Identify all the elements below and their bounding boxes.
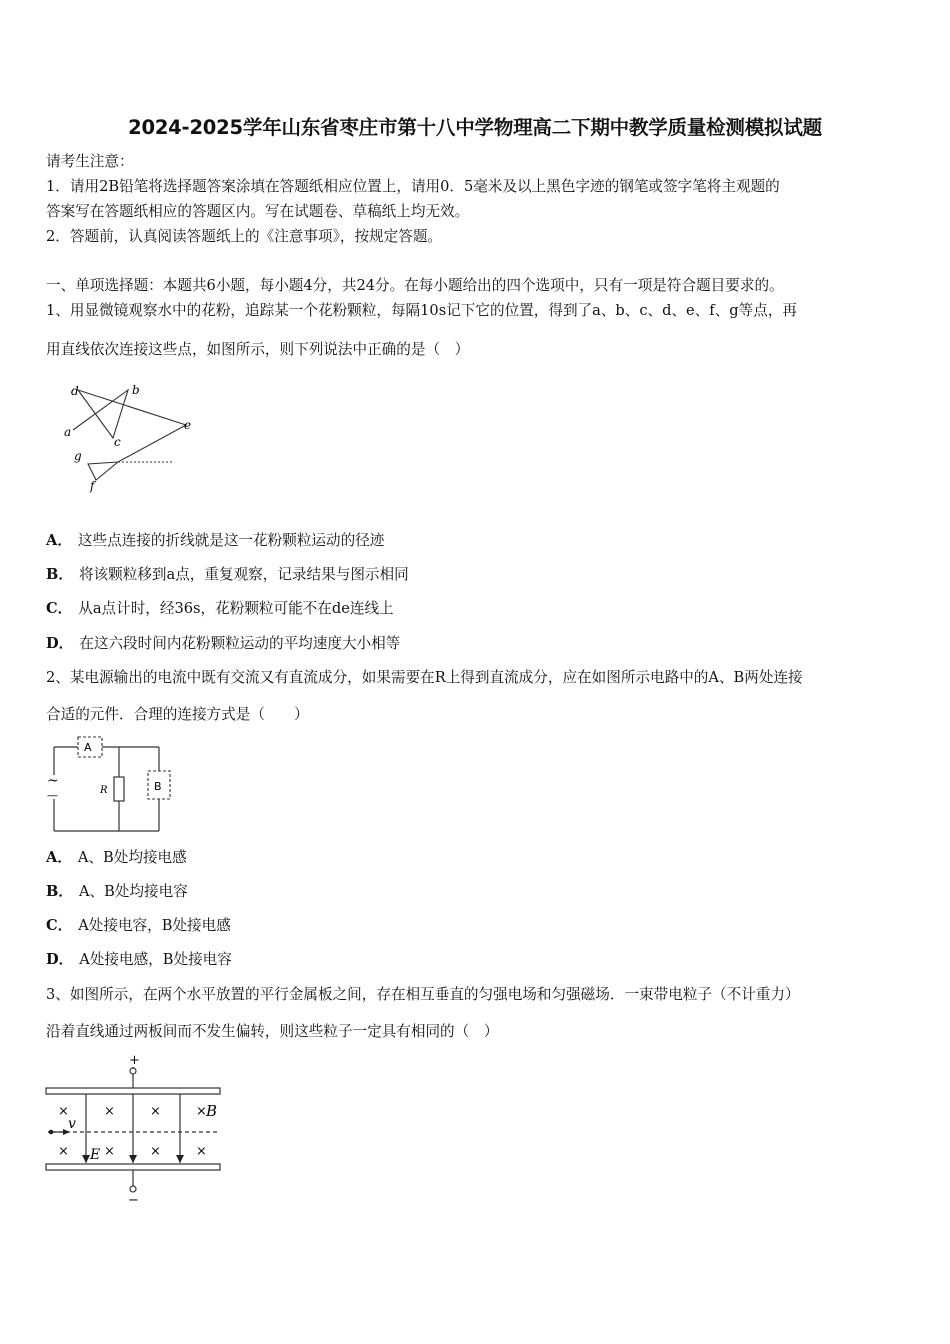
q2-circuit-figure	[42, 735, 177, 837]
q1-label-d: d	[71, 384, 79, 398]
q1-label-b: b	[132, 383, 140, 397]
notice-line-1: 1．请用2B铅笔将选择题答案涂填在答题纸相应位置上，请用0．5毫米及以上黑色字迹的钢笔或签字笔将主观题的	[46, 178, 780, 195]
notice-line-2: 答案写在答题纸相应的答题区内。写在试题卷、草稿纸上均无效。	[46, 203, 470, 220]
slot-a-label: A	[84, 741, 92, 754]
slot-b-label: B	[154, 780, 162, 793]
dc-source-symbol: —	[47, 789, 58, 802]
q1-label-e: e	[184, 418, 192, 432]
q2-option-c[interactable]: C． A处接电容，B处接电感	[46, 917, 231, 934]
trajectory-path	[73, 390, 186, 480]
b-field-cross: ×	[196, 1144, 207, 1159]
b-field-cross: ×	[196, 1104, 207, 1119]
section-heading: 一、单项选择题：本题共6小题，每小题4分，共24分。在每小题给出的四个选项中，只有一项是符合题目要求的。	[46, 277, 784, 294]
q3-stem-line-2: 沿着直线通过两板间而不发生偏转，则这些粒子一定具有相同的（ ）	[46, 1023, 499, 1040]
q2-option-a[interactable]: A． A、B处均接电感	[46, 849, 187, 866]
q1-trajectory-figure	[58, 380, 198, 498]
ac-source-symbol: ~	[47, 773, 59, 789]
b-field-cross: ×	[58, 1104, 69, 1119]
q2-stem-line-1: 2、某电源输出的电流中既有交流又有直流成分，如果需要在R上得到直流成分，应在如图所示电路中的A、B两处连接	[46, 669, 803, 686]
resistor-label: R	[100, 785, 108, 796]
q2-option-d[interactable]: D． A处接电感，B处接电容	[46, 951, 232, 968]
q1-stem-line-2: 用直线依次连接这些点，如图所示，则下列说法中正确的是（ ）	[46, 341, 470, 358]
e-field-label: E	[90, 1147, 101, 1163]
q1-label-g: g	[74, 449, 82, 463]
minus-terminal: −	[128, 1193, 139, 1205]
plus-terminal: +	[129, 1055, 140, 1068]
velocity-label: v	[68, 1116, 76, 1132]
b-field-cross: ×	[58, 1144, 69, 1159]
b-field-label: B	[206, 1102, 218, 1120]
q2-option-b[interactable]: B． A、B处均接电容	[46, 883, 188, 900]
b-field-cross: ×	[104, 1144, 115, 1159]
q1-option-d[interactable]: D． 在这六段时间内花粉颗粒运动的平均速度大小相等	[46, 635, 401, 652]
q3-stem-line-1: 3、如图所示，在两个水平放置的平行金属板之间，存在相互垂直的匀强电场和匀强磁场．一束带电粒子（不计重力）	[46, 986, 800, 1003]
top-plate	[46, 1088, 220, 1094]
b-field-cross: ×	[104, 1104, 115, 1119]
q1-label-a: a	[64, 425, 72, 439]
page-title: 2024-2025学年山东省枣庄市第十八中学物理高二下期中教学质量检测模拟试题	[128, 116, 822, 139]
b-field-cross: ×	[150, 1144, 161, 1159]
notice-line-3: 2．答题前，认真阅读答题纸上的《注意事项》，按规定答题。	[46, 228, 443, 245]
b-field-cross: ×	[150, 1104, 161, 1119]
q1-stem-line-1: 1、用显微镜观察水中的花粉，追踪某一个花粉颗粒，每隔10s记下它的位置，得到了a、b、c、d、e、f、g等点，再	[46, 302, 798, 319]
q1-label-f: f	[90, 479, 95, 493]
bottom-plate	[46, 1164, 220, 1170]
q1-option-b[interactable]: B． 将该颗粒移到a点，重复观察，记录结果与图示相同	[46, 566, 409, 583]
q3-field-figure	[40, 1055, 230, 1205]
notice-heading: 请考生注意：	[46, 153, 134, 170]
q1-option-c[interactable]: C． 从a点计时，经36s，花粉颗粒可能不在de连线上	[46, 600, 394, 617]
q2-stem-line-2: 合适的元件．合理的连接方式是（ ）	[46, 706, 309, 723]
q1-label-c: c	[114, 435, 121, 449]
q1-option-a[interactable]: A． 这些点连接的折线就是这一花粉颗粒运动的径迹	[46, 532, 385, 549]
